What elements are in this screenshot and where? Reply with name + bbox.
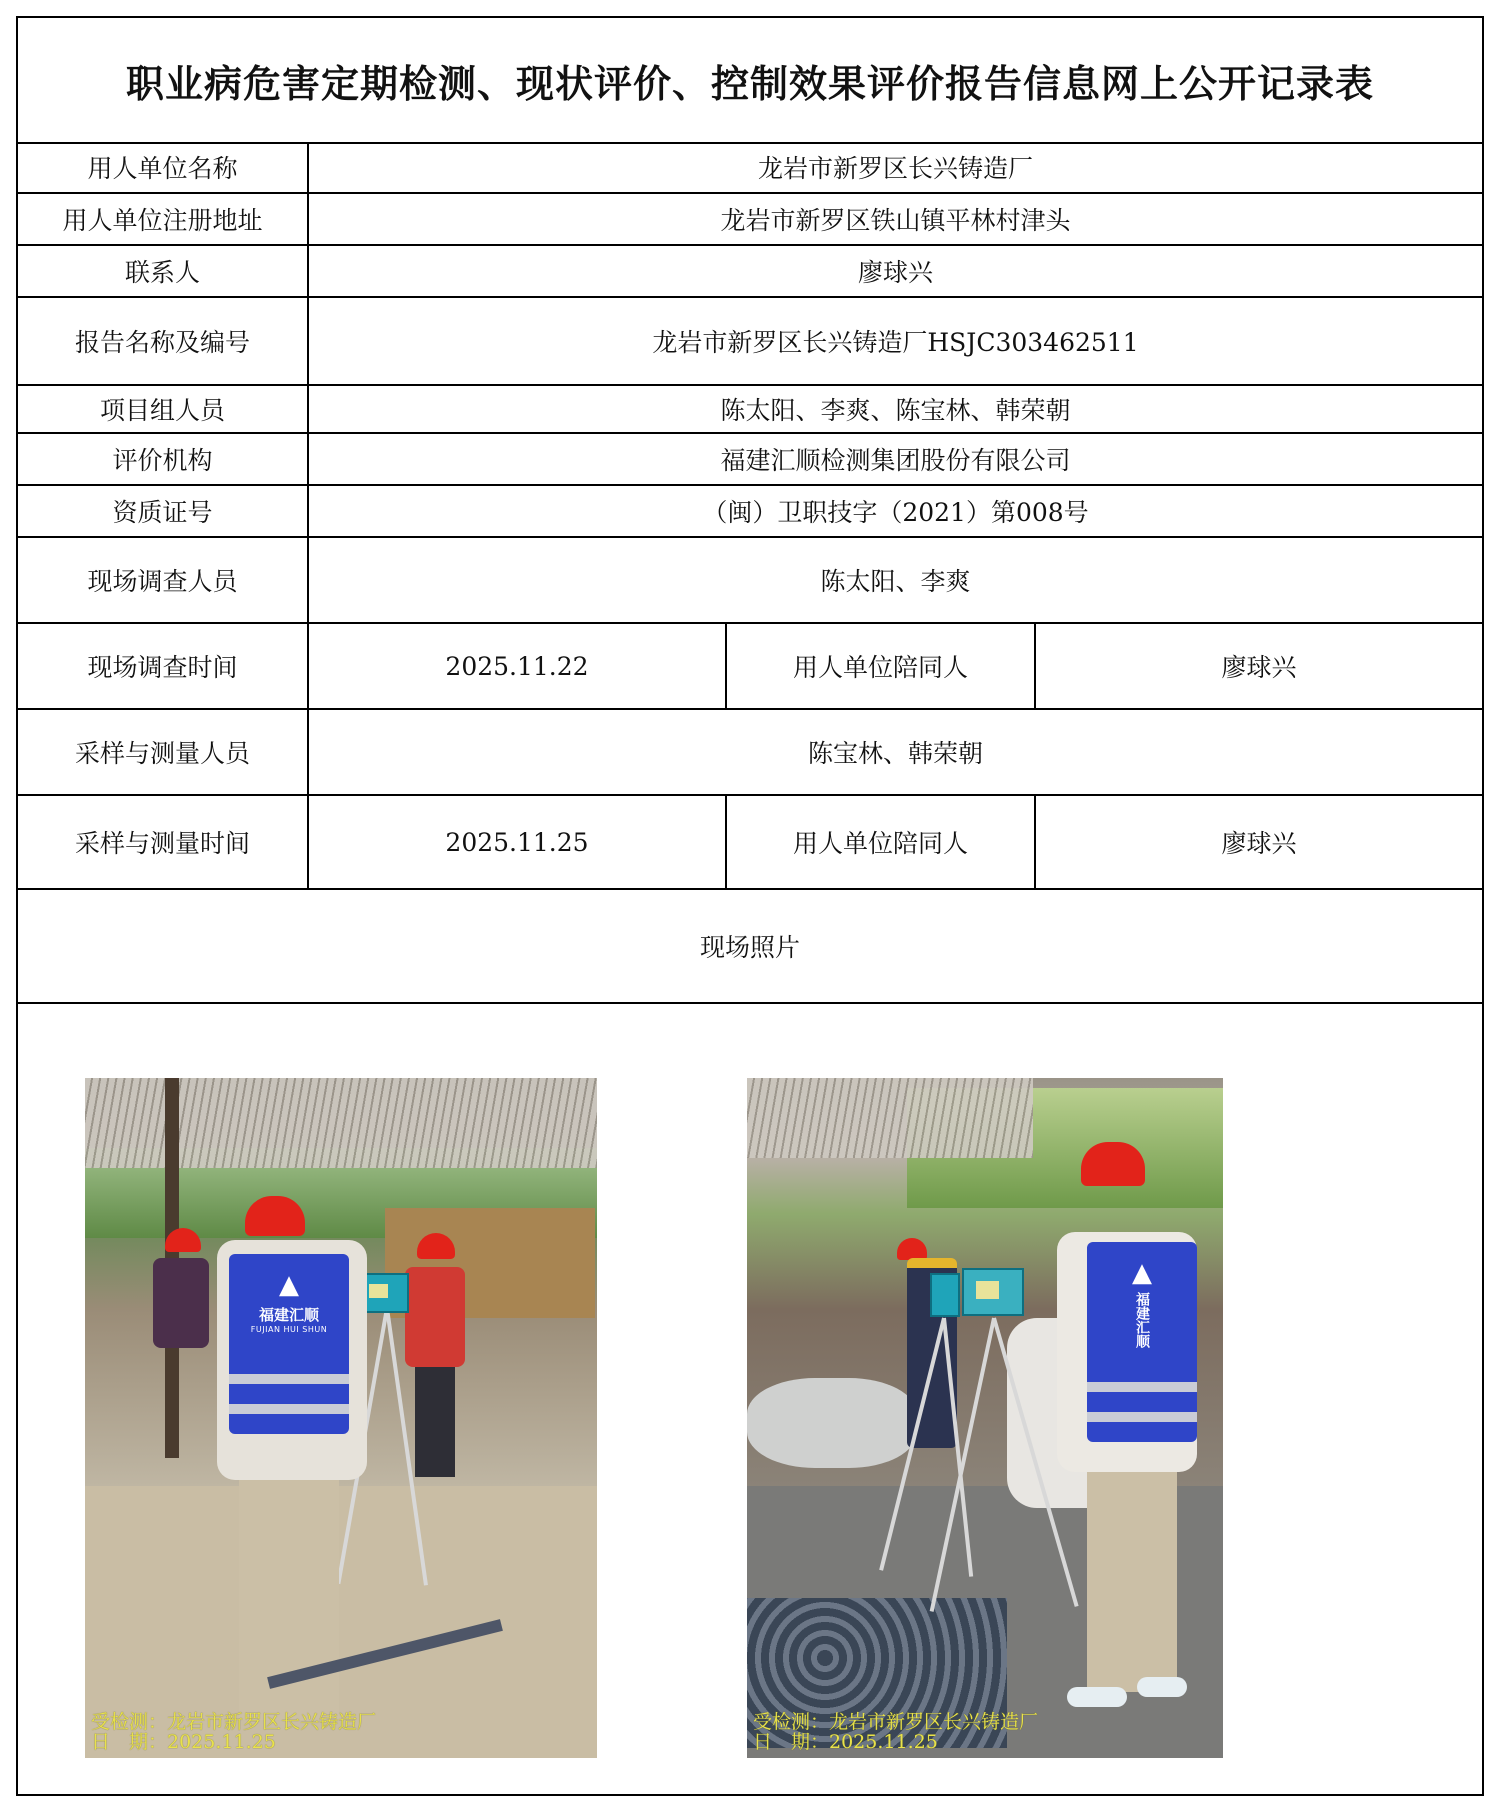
record-table [16, 16, 1484, 1796]
factory-roof [85, 1078, 597, 1168]
row-qualification [18, 486, 1482, 538]
helmet-icon [417, 1233, 455, 1259]
label-sampling-staff: 采样与测量人员 [18, 710, 309, 794]
row-survey-staff [18, 538, 1482, 624]
value-project-team: 陈太阳、李爽、陈宝林、韩荣朝 [720, 396, 1071, 425]
photos-header-label: 现场照片 [699, 933, 800, 962]
label-survey-time: 现场调查时间 [18, 624, 309, 708]
label-sampling-time: 采样与测量时间 [18, 796, 309, 888]
worker-right [405, 1233, 465, 1483]
shoe [1067, 1687, 1127, 1707]
worker-pants [1087, 1472, 1177, 1692]
label-report: 报告名称及编号 [18, 298, 309, 384]
photo-watermark: 受检测：龙岩市新罗区长兴铸造厂 日 期：2025.11.25 [91, 1711, 377, 1753]
value-employer-name: 龙岩市新罗区长兴铸造厂 [757, 154, 1033, 183]
sampling-device [962, 1268, 1024, 1316]
inspector-worker [1047, 1142, 1207, 1722]
value-sampling-staff: 陈宝林、韩荣朝 [807, 739, 983, 768]
row-contact [18, 246, 1482, 298]
row-evaluation-org [18, 434, 1482, 486]
value-survey-escort: 廖球兴 [1221, 653, 1297, 682]
sampling-device [930, 1273, 960, 1317]
row-survey-time [18, 624, 1482, 710]
factory-roof [747, 1078, 1033, 1158]
company-logo-icon: ▲ [279, 1270, 299, 1300]
row-report [18, 298, 1482, 386]
company-logo-icon: ▲ [1132, 1258, 1152, 1288]
helmet-icon [165, 1228, 201, 1252]
site-photo-1 [85, 1078, 597, 1758]
company-vest: ▲ 福建汇顺 FUJIAN HUI SHUN [229, 1254, 349, 1434]
worker-left [147, 1228, 207, 1348]
label-survey-staff: 现场调查人员 [18, 538, 309, 622]
value-sampling-escort: 廖球兴 [1221, 829, 1297, 858]
furnace-ladle [747, 1378, 917, 1468]
page-title: 职业病危害定期检测、现状评价、控制效果评价报告信息网上公开记录表 [18, 18, 1482, 144]
inspector-worker [205, 1196, 375, 1736]
value-evaluation-org: 福建汇顺检测集团股份有限公司 [720, 446, 1071, 475]
row-sampling-time [18, 796, 1482, 890]
label-employer-address: 用人单位注册地址 [18, 194, 309, 244]
photo-watermark: 受检测：龙岩市新罗区长兴铸造厂 日 期：2025.11.25 [753, 1711, 1039, 1753]
label-contact: 联系人 [18, 246, 309, 296]
shoe [1137, 1677, 1187, 1697]
photos-area [18, 1004, 1482, 1794]
row-photos-header [18, 890, 1482, 1004]
label-employer-name: 用人单位名称 [18, 142, 309, 192]
helmet-icon [245, 1196, 305, 1236]
label-survey-escort: 用人单位陪同人 [727, 624, 1036, 708]
label-sampling-escort: 用人单位陪同人 [727, 796, 1036, 888]
value-survey-time: 2025.11.22 [309, 624, 727, 708]
value-sampling-time: 2025.11.25 [309, 796, 727, 888]
label-project-team: 项目组人员 [18, 386, 309, 432]
company-vest: ▲ 福建汇顺 [1087, 1242, 1197, 1442]
site-photo-2 [747, 1078, 1223, 1758]
value-contact: 廖球兴 [857, 258, 933, 287]
row-employer-address [18, 194, 1482, 246]
row-sampling-staff [18, 710, 1482, 796]
helmet-icon [1081, 1142, 1145, 1186]
label-evaluation-org: 评价机构 [18, 434, 309, 484]
value-employer-address: 龙岩市新罗区铁山镇平林村津头 [720, 206, 1071, 235]
value-survey-staff: 陈太阳、李爽 [820, 567, 971, 596]
value-qualification: （闽）卫职技字（2021）第008号 [702, 498, 1089, 527]
row-project-team [18, 386, 1482, 434]
value-report: 龙岩市新罗区长兴铸造厂HSJC303462511 [652, 328, 1139, 357]
helmet-icon [897, 1238, 927, 1260]
row-employer-name [18, 142, 1482, 194]
label-qualification: 资质证号 [18, 486, 309, 536]
